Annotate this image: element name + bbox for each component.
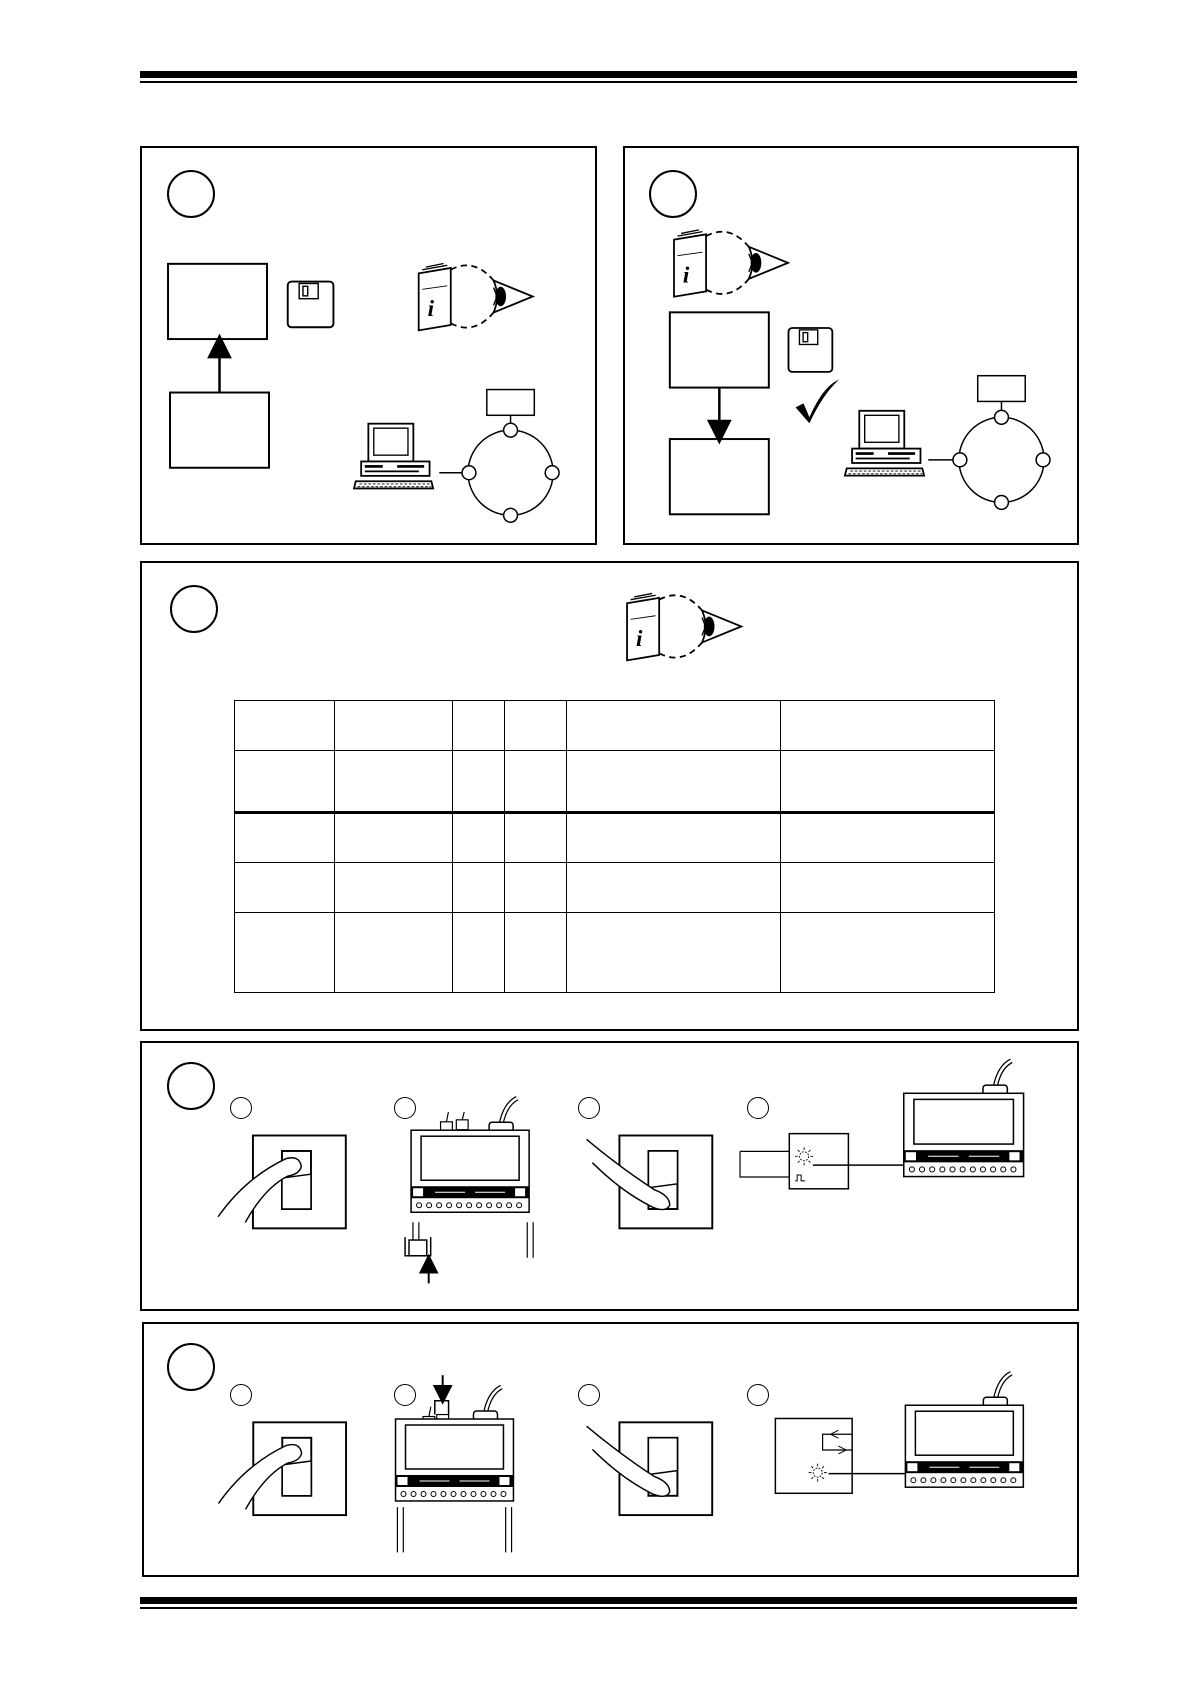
table-cell: [505, 813, 567, 863]
floppy-disk-icon: [788, 328, 832, 372]
table-cell: [505, 701, 567, 751]
table-cell: [781, 863, 995, 913]
network-node: [1036, 453, 1050, 467]
table-cell: [505, 751, 567, 813]
desktop-computer-icon: [354, 424, 433, 489]
table-cell: [335, 913, 453, 993]
wire: [397, 1507, 511, 1552]
table-row: [235, 701, 995, 751]
header-rule-thick: [140, 71, 1077, 78]
step-3-panel: [140, 561, 1079, 1031]
signal-box: [775, 1418, 852, 1493]
table-cell: [453, 751, 505, 813]
table-cell: [335, 751, 453, 813]
light-switch-icon: [218, 1422, 346, 1515]
checkmark-icon: [796, 380, 840, 424]
manual-with-eye-icon: [674, 230, 788, 297]
table-cell: [235, 863, 335, 913]
table-cell: [567, 863, 781, 913]
step-1-target-box: [168, 264, 267, 339]
table-cell: [453, 863, 505, 913]
step-2-source-box: [670, 312, 769, 387]
table-cell: [235, 813, 335, 863]
table-row: [235, 813, 995, 863]
table-cell: [567, 701, 781, 751]
network-node: [953, 453, 967, 467]
table-cell: [781, 701, 995, 751]
network-ring-icon: [468, 430, 553, 515]
step-5-panel: [142, 1322, 1079, 1577]
table-cell: [567, 913, 781, 993]
network-label-box: [978, 376, 1026, 402]
network-label-box: [487, 390, 535, 416]
network-node: [504, 508, 518, 522]
controller-module-icon: [396, 1387, 514, 1501]
table-row: [235, 751, 995, 813]
manual-with-eye-icon: [627, 593, 741, 660]
table-cell: [335, 701, 453, 751]
table-cell: [567, 813, 781, 863]
footer-rule-thin: [140, 1607, 1077, 1609]
table-cell: [781, 813, 995, 863]
light-switch-icon: [587, 1422, 713, 1515]
step-1-source-box: [170, 393, 269, 468]
network-node: [995, 495, 1009, 509]
table-cell: [781, 913, 995, 993]
manual-with-eye-icon: [419, 264, 533, 331]
table-cell: [235, 913, 335, 993]
signal-box: [740, 1134, 848, 1189]
controller-module-icon: [904, 1061, 1024, 1177]
spec-table: [234, 700, 995, 993]
step-1-panel: [140, 146, 597, 545]
network-node: [462, 466, 476, 480]
table-row: [235, 863, 995, 913]
step-2-panel: [623, 146, 1079, 545]
table-cell: [505, 913, 567, 993]
table-cell: [453, 701, 505, 751]
dip-switch-icon: [441, 1112, 469, 1132]
controller-module-icon: [411, 1098, 529, 1212]
floppy-disk-icon: [288, 282, 334, 328]
table-row: [235, 913, 995, 993]
network-node: [504, 423, 518, 437]
header-rule-thin: [140, 81, 1077, 83]
table-cell: [453, 813, 505, 863]
desktop-computer-icon: [845, 411, 924, 476]
step-2-target-box: [670, 439, 769, 514]
network-ring-icon: [959, 417, 1044, 502]
network-node: [545, 466, 559, 480]
table-cell: [567, 751, 781, 813]
network-node: [995, 410, 1009, 424]
table-cell: [235, 751, 335, 813]
table-cell: [335, 813, 453, 863]
light-switch-icon: [587, 1135, 713, 1228]
table-cell: [453, 913, 505, 993]
table-cell: [505, 863, 567, 913]
light-switch-icon: [218, 1135, 346, 1228]
controller-module-icon: [905, 1373, 1023, 1487]
table-cell: [235, 701, 335, 751]
table-cell: [781, 751, 995, 813]
table-cell: [335, 863, 453, 913]
footer-rule-thick: [140, 1597, 1077, 1604]
step-4-panel: [140, 1041, 1079, 1311]
jumper-icon: [409, 1240, 427, 1256]
